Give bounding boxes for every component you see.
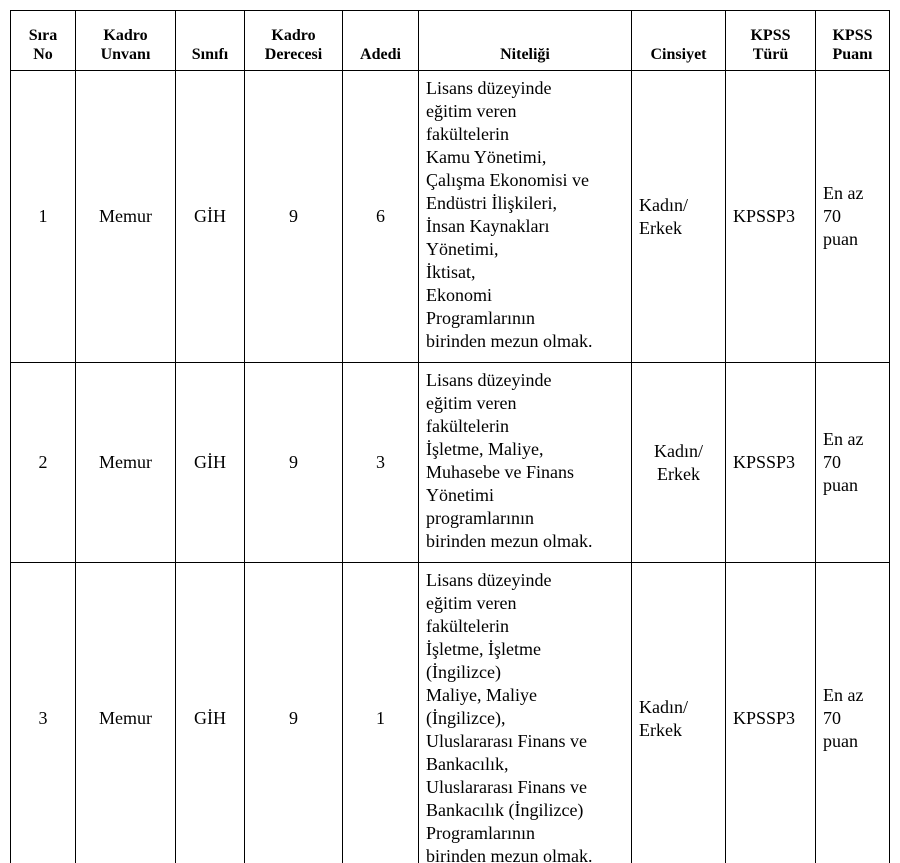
cell-sinifi: GİH <box>176 363 245 563</box>
job-positions-table <box>10 10 890 863</box>
cell-cinsiyet: Kadın/ Erkek <box>632 563 726 863</box>
header-row <box>11 11 890 71</box>
table-row <box>11 71 890 363</box>
cell-niteligi: Lisans düzeyinde eğitim veren fakültelerin İşletme, İşletme (İngilizce) Maliye, Maliye (İngilizce), Uluslararası Finans ve Bankacılık, Uluslararası Finans ve Bankacılık (İngilizce) Programlarının birinden mezun olmak. <box>419 563 632 863</box>
cell-niteligi: Lisans düzeyinde eğitim veren fakültelerin Kamu Yönetimi, Çalışma Ekonomisi ve Endüstri İlişkileri, İnsan Kaynakları Yönetimi, İktisat, Ekonomi Programlarının birinden mezun olmak. <box>419 71 632 363</box>
cell-kpss-puani: En az 70 puan <box>816 71 890 363</box>
cell-sinifi: GİH <box>176 71 245 363</box>
cell-kpss-turu: KPSSP3 <box>726 363 816 563</box>
cell-cinsiyet: Kadın/ Erkek <box>632 71 726 363</box>
header-niteligi: Niteliği <box>419 11 632 71</box>
cell-kadro-derecesi: 9 <box>245 71 343 363</box>
header-adedi: Adedi <box>343 11 419 71</box>
cell-kpss-turu: KPSSP3 <box>726 71 816 363</box>
header-kpss-turu: KPSS Türü <box>726 11 816 71</box>
cell-kadro-derecesi: 9 <box>245 563 343 863</box>
cell-kadro-unvani: Memur <box>76 71 176 363</box>
header-cinsiyet: Cinsiyet <box>632 11 726 71</box>
header-kadro-derecesi: Kadro Derecesi <box>245 11 343 71</box>
cell-sinifi: GİH <box>176 563 245 863</box>
header-sira-no: Sıra No <box>11 11 76 71</box>
cell-cinsiyet: Kadın/ Erkek <box>632 363 726 563</box>
cell-kpss-puani: En az 70 puan <box>816 563 890 863</box>
cell-kadro-derecesi: 9 <box>245 363 343 563</box>
header-kpss-puani: KPSS Puanı <box>816 11 890 71</box>
cell-sira-no: 3 <box>11 563 76 863</box>
cell-kadro-unvani: Memur <box>76 363 176 563</box>
document-page <box>10 10 890 863</box>
header-kadro-unvani: Kadro Unvanı <box>76 11 176 71</box>
header-sinifi: Sınıfı <box>176 11 245 71</box>
cell-adedi: 3 <box>343 363 419 563</box>
cell-adedi: 1 <box>343 563 419 863</box>
cell-kadro-unvani: Memur <box>76 563 176 863</box>
cell-adedi: 6 <box>343 71 419 363</box>
cell-sira-no: 2 <box>11 363 76 563</box>
cell-niteligi: Lisans düzeyinde eğitim veren fakültelerin İşletme, Maliye, Muhasebe ve Finans Yönetimi programlarının birinden mezun olmak. <box>419 363 632 563</box>
cell-kpss-turu: KPSSP3 <box>726 563 816 863</box>
table-row <box>11 363 890 563</box>
cell-sira-no: 1 <box>11 71 76 363</box>
cell-kpss-puani: En az 70 puan <box>816 363 890 563</box>
table-row <box>11 563 890 863</box>
